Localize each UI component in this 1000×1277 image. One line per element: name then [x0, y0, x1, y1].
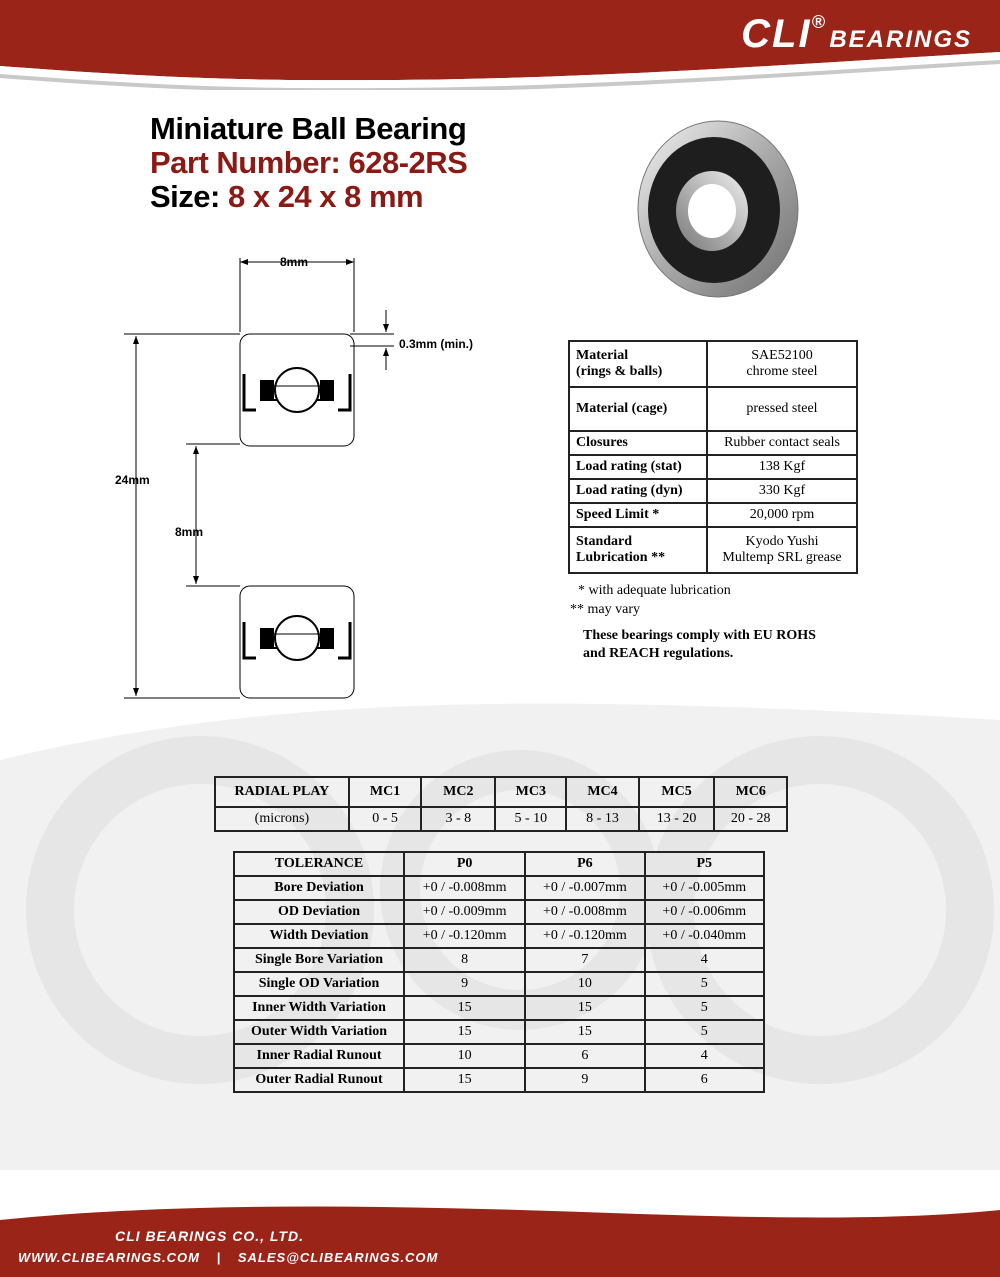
radial-play-cell: MC6: [714, 777, 787, 807]
spec-label-line: Standard: [576, 534, 633, 549]
tolerance-cell: 4: [645, 1044, 764, 1068]
spec-label: [569, 479, 707, 503]
tolerance-cell: 15: [404, 996, 525, 1020]
spec-value-line: 330 Kgf: [758, 483, 806, 498]
tolerance-cell: 8: [404, 948, 525, 972]
tolerance-row-label: OD Deviation: [234, 900, 404, 924]
spec-row: [569, 431, 857, 455]
spec-row: [569, 479, 857, 503]
tolerance-row: [234, 972, 764, 996]
note-may-vary: ** may vary: [570, 602, 640, 617]
spec-row: [569, 527, 857, 573]
tolerance-header-cell: P0: [404, 852, 525, 876]
tolerance-cell: 10: [404, 1044, 525, 1068]
tolerance-table: [233, 851, 765, 1093]
brand-cli: CLI: [741, 12, 812, 56]
tolerance-row: [234, 1068, 764, 1092]
tolerance-row-label: Outer Width Variation: [234, 1020, 404, 1044]
tolerance-cell: 15: [525, 1020, 644, 1044]
spec-label-line: Material (cage): [576, 401, 668, 416]
tolerance-cell: +0 / -0.007mm: [525, 876, 644, 900]
radial-play-cell: MC5: [639, 777, 715, 807]
size-line: [150, 180, 467, 214]
radial-play-cell: (microns): [215, 807, 349, 831]
dim-bore: 8mm: [175, 525, 204, 539]
tolerance-cell: +0 / -0.008mm: [525, 900, 644, 924]
spec-value: [707, 479, 857, 503]
part-number-value: 628-2RS: [348, 145, 468, 180]
tolerance-header-cell: TOLERANCE: [234, 852, 404, 876]
part-number-label: Part Number:: [150, 145, 341, 180]
bearing-drawing: [110, 250, 410, 710]
radial-play-cell: MC3: [495, 777, 566, 807]
bearing-photo: [632, 116, 812, 302]
tolerance-row-label: Single OD Variation: [234, 972, 404, 996]
footer-email-link[interactable]: SALES@CLIBEARINGS.COM: [237, 1250, 439, 1265]
tolerance-row: [234, 876, 764, 900]
tolerance-header-cell: P5: [645, 852, 764, 876]
footer-company: CLI BEARINGS CO., LTD.: [115, 1228, 304, 1244]
spec-value: [707, 503, 857, 527]
spec-label: [569, 387, 707, 431]
tolerance-row: [234, 948, 764, 972]
tolerance-cell: +0 / -0.040mm: [645, 924, 764, 948]
spec-value-line: pressed steel: [746, 401, 818, 416]
radial-play-cell: MC4: [566, 777, 638, 807]
tolerance-cell: 15: [404, 1068, 525, 1092]
tolerance-cell: 7: [525, 948, 644, 972]
spec-value-line: chrome steel: [746, 364, 818, 379]
spec-value-line: 20,000 rpm: [749, 507, 815, 522]
compliance-note: [583, 627, 816, 663]
tolerance-row: [234, 924, 764, 948]
tolerance-cell: +0 / -0.009mm: [404, 900, 525, 924]
spec-value-line: Kyodo Yushi: [745, 534, 819, 549]
spec-label-line: Speed Limit *: [576, 507, 660, 522]
tolerance-cell: +0 / -0.005mm: [645, 876, 764, 900]
tolerance-row: [234, 1020, 764, 1044]
tolerance-cell: 10: [525, 972, 644, 996]
spec-label-line: (rings & balls): [576, 364, 663, 379]
spec-value-line: Rubber contact seals: [724, 435, 840, 450]
spec-row: [569, 455, 857, 479]
tolerance-cell: +0 / -0.120mm: [525, 924, 644, 948]
radial-play-cell: 13 - 20: [639, 807, 715, 831]
tolerance-cell: 9: [525, 1068, 644, 1092]
radial-play-cell: 0 - 5: [349, 807, 421, 831]
spec-label-line: Load rating (stat): [576, 459, 682, 474]
spec-value-line: Multemp SRL grease: [722, 550, 842, 565]
brand-bearings: BEARINGS: [829, 26, 972, 53]
spec-value: [707, 341, 857, 387]
tolerance-row-label: Inner Width Variation: [234, 996, 404, 1020]
spec-row: [569, 503, 857, 527]
spec-label-line: Load rating (dyn): [576, 483, 683, 498]
spec-label: [569, 431, 707, 455]
tolerance-row: [234, 996, 764, 1020]
radial-play-cell: 20 - 28: [714, 807, 787, 831]
tolerance-cell: +0 / -0.006mm: [645, 900, 764, 924]
footer-links: [18, 1250, 438, 1265]
compliance-line-1: These bearings comply with EU ROHS: [583, 628, 816, 643]
tolerance-row-label: Outer Radial Runout: [234, 1068, 404, 1092]
tolerance-cell: 9: [404, 972, 525, 996]
spec-label: [569, 527, 707, 573]
tolerance-row-label: Width Deviation: [234, 924, 404, 948]
spec-value: [707, 455, 857, 479]
radial-play-cell: 3 - 8: [421, 807, 495, 831]
spec-row: [569, 387, 857, 431]
spec-label: [569, 341, 707, 387]
size-label: Size:: [150, 179, 220, 214]
tolerance-row-label: Inner Radial Runout: [234, 1044, 404, 1068]
spec-label: [569, 503, 707, 527]
tolerance-cell: +0 / -0.120mm: [404, 924, 525, 948]
tolerance-cell: +0 / -0.008mm: [404, 876, 525, 900]
spec-label-line: Material: [576, 348, 629, 363]
spec-value: [707, 387, 857, 431]
spec-label-line: Lubrication **: [576, 550, 666, 565]
part-number-line: [150, 146, 467, 180]
tolerance-row-label: Single Bore Variation: [234, 948, 404, 972]
tolerance-row-label: Bore Deviation: [234, 876, 404, 900]
radial-play-cell: MC1: [349, 777, 421, 807]
dim-chamfer: 0.3mm (min.): [399, 337, 474, 351]
radial-play-cell: 5 - 10: [495, 807, 566, 831]
radial-play-cell: 8 - 13: [566, 807, 638, 831]
size-value: 8 x 24 x 8 mm: [227, 179, 424, 214]
radial-play-row: [215, 807, 787, 831]
title-block: [150, 112, 467, 214]
tolerance-row: [234, 900, 764, 924]
spec-label-line: Closures: [576, 435, 628, 450]
radial-play-table: [214, 776, 788, 832]
brand-registered: ®: [811, 12, 825, 32]
radial-play-header: [215, 777, 787, 807]
compliance-line-2: and REACH regulations.: [583, 646, 734, 661]
dim-outer-diameter: 24mm: [115, 473, 150, 487]
tolerance-cell: 5: [645, 996, 764, 1020]
spec-label: [569, 455, 707, 479]
spec-value: [707, 431, 857, 455]
footer-separator: |: [216, 1250, 222, 1265]
spec-value-line: 138 Kgf: [758, 459, 806, 474]
tolerance-header: [234, 852, 764, 876]
footer-website-link[interactable]: WWW.CLIBEARINGS.COM: [18, 1250, 200, 1265]
tolerance-cell: 6: [525, 1044, 644, 1068]
product-type: Miniature Ball Bearing: [150, 111, 467, 146]
radial-play-cell: RADIAL PLAY: [215, 777, 349, 807]
tolerance-cell: 4: [645, 948, 764, 972]
dim-width: 8mm: [280, 255, 309, 269]
spec-value-line: SAE52100: [751, 348, 813, 363]
radial-play-cell: MC2: [421, 777, 495, 807]
spec-table: [568, 340, 858, 574]
tolerance-cell: 15: [525, 996, 644, 1020]
tolerance-cell: 5: [645, 1020, 764, 1044]
spec-value: [707, 527, 857, 573]
note-lubrication: * with adequate lubrication: [578, 583, 731, 598]
tolerance-cell: 15: [404, 1020, 525, 1044]
tolerance-header-cell: P6: [525, 852, 644, 876]
brand-logo[interactable]: [741, 12, 972, 57]
tolerance-cell: 5: [645, 972, 764, 996]
tolerance-cell: 6: [645, 1068, 764, 1092]
tolerance-row: [234, 1044, 764, 1068]
spec-row: [569, 341, 857, 387]
